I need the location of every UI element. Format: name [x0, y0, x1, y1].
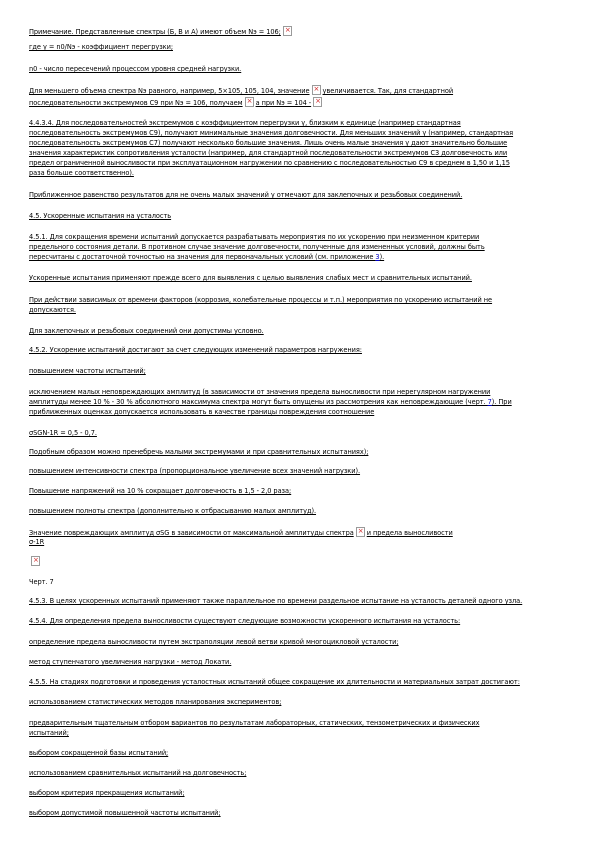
text-run: повышением частоты испытаний; [29, 367, 146, 375]
text-run: ). При [491, 398, 512, 406]
text-run: 4.5.1. Для сокращения времени испытаний допускается разрабатывать мероприятия по их ускорению при неизменном критерии [29, 233, 480, 241]
text-line [29, 128, 577, 138]
text-line [29, 211, 577, 221]
text-run: а при Nэ = 104 - [255, 99, 312, 107]
broken-image-icon [356, 527, 365, 537]
text-line [29, 85, 577, 96]
text-run: σSGN-1R = 0,5 - 0,7. [29, 429, 97, 437]
broken-image-icon [283, 26, 292, 36]
text-line [29, 190, 577, 200]
text-run: ). [379, 253, 385, 261]
text-line [29, 506, 577, 516]
text-line [29, 345, 577, 355]
text-run: Значение повреждающих амплитуд σSG в зависимости от максимальной амплитуды спектра [29, 529, 354, 537]
text-line [29, 697, 577, 707]
text-run: исключением малых неповреждающих амплитуд (в зависимости от значения предела выносливости при нерегулярном нагружении [29, 388, 491, 396]
text-line [29, 637, 577, 647]
text-run: Ускоренные испытания применяют прежде всего для выявления с целью выявления слабых мест и сравнительных испытаний. [29, 274, 472, 282]
text-run: Повышение напряжений на 10 % сокращает долговечность в 1,5 - 2,0 раза; [29, 487, 292, 495]
text-line [29, 295, 577, 305]
text-line [29, 252, 577, 262]
text-line [29, 577, 577, 587]
text-run: Примечание. Представленные спектры (Б, В и А) имеют объем Nэ = 106; [29, 28, 281, 36]
text-run: 4.5.5. На стадиях подготовки и проведения усталостных испытаний общее сокращение их длительности и материальных затрат достигают: [29, 678, 520, 686]
text-run: При действии зависимых от времени факторов (коррозия, колебательные процессы и т.п.) мероприятия по ускорению испытаний не [29, 296, 493, 304]
text-line [29, 748, 577, 758]
text-run: последовательности экстремумов С9 при Nэ = 106, получаем [29, 99, 243, 107]
text-run: 4.5.2. Ускорение испытаний достигают за счет следующих изменений параметров нагружения: [29, 346, 362, 354]
text-line [29, 242, 577, 252]
text-line [29, 42, 577, 52]
text-line [29, 158, 577, 168]
text-run: 4.5. Ускоренные испытания на усталость [29, 212, 172, 220]
text-run: n0 - число пересечений процессом уровня средней нагрузки. [29, 65, 242, 73]
text-line [29, 447, 577, 457]
text-run: Для заклепочных и резьбовых соединений они допустимы условно. [29, 327, 264, 335]
text-run: пересчитаны с достаточной точностью на значения для первоначальных условий (см. приложение [29, 253, 376, 261]
text-run: Приближенное равенство результатов для не очень малых значений γ отмечают для заклепочных и резьбовых соединений. [29, 191, 463, 199]
text-line [29, 387, 577, 397]
text-line [29, 596, 577, 606]
text-run: 4.4.3.4. Для последовательностей экстремумов с коэффициентом перегрузки γ, близким к единице (например стандартная [29, 119, 461, 127]
text-run: где γ = n0/Nэ - коэффициент перегрузки; [29, 43, 173, 51]
broken-image-icon [245, 97, 254, 107]
reference-link[interactable]: 7 [487, 398, 492, 406]
broken-image-icon [313, 97, 322, 107]
text-line [29, 118, 577, 128]
text-run: повышением интенсивности спектра (пропорциональное увеличение всех значений нагрузки). [29, 467, 361, 475]
text-run: σ-1R [29, 538, 45, 546]
text-line [29, 366, 577, 376]
text-run: выбором критерия прекращения испытаний; [29, 789, 185, 797]
text-run: 4.5.3. В целях ускоренных испытаний применяют также параллельное по времени раздельное испытание на усталость деталей одного узла. [29, 597, 523, 605]
text-run: 4.5.4. Для определения предела выносливости существуют следующие возможности ускоренного испытания на усталость: [29, 617, 461, 625]
text-run: последовательность экстремумов С7) получают несколько большие значения. Лишь очень малые значения γ дают значительно большие [29, 139, 508, 147]
text-run: значения характеристик сопротивления усталости (например, для стандартной последовательности экстремумов С3 долговечность или [29, 149, 508, 157]
text-line [29, 718, 577, 728]
text-run: определение предела выносливости путем экстраполяции левой ветви кривой многоцикловой усталости; [29, 638, 399, 646]
text-run: предельного состояния детали. В противном случае значение долговечности, полученные для измененных условий, должны быть [29, 243, 485, 251]
text-line [29, 305, 577, 315]
text-run: Подобным образом можно пренебречь малыми экстремумами и при сравнительных испытаниях); [29, 448, 369, 456]
text-line [29, 556, 577, 567]
text-run: повышением полноты спектра (дополнительно к отбрасыванию малых амплитуд). [29, 507, 317, 515]
text-line [29, 138, 577, 148]
text-run: метод ступенчатого увеличения нагрузки - метод Локати. [29, 658, 232, 666]
text-line [29, 397, 577, 407]
text-line [29, 808, 577, 818]
text-line [29, 428, 577, 438]
text-run: выбором сокращенной базы испытаний; [29, 749, 169, 757]
text-line [29, 326, 577, 336]
text-run: испытаний; [29, 729, 69, 737]
text-line [29, 232, 577, 242]
text-run: приближенных оценках допускается использовать в качестве границы повреждения соотношение [29, 408, 375, 416]
reference-link[interactable]: 3 [375, 253, 380, 261]
broken-image-icon [312, 85, 321, 95]
text-run: амплитуды менее 10 % - 30 % абсолютного максимума спектра могут быть опущены из рассмотрения как неповреждающие (черт. [29, 398, 488, 406]
text-run: последовательность экстремумов С9), получают минимальные значения долговечности. Для меньших значений γ (например, стандартная [29, 129, 514, 137]
text-run: использованием статистических методов планирования экспериментов; [29, 698, 282, 706]
text-line [29, 407, 577, 417]
text-line [29, 728, 577, 738]
text-line [29, 768, 577, 778]
text-run: раза больше соответственно). [29, 169, 134, 177]
text-run: Для меньшего объема спектра Nэ равного, например, 5×105, 105, 104, значение [29, 87, 310, 95]
text-run: и предела выносливости [366, 529, 453, 537]
text-run: выбором допустимой повышенной частоты испытаний; [29, 809, 221, 817]
text-line [29, 657, 577, 667]
text-line [29, 26, 577, 37]
text-line [29, 616, 577, 626]
text-line [29, 97, 577, 108]
text-run: предел ограниченной выносливости при эксплуатационном нагружении по сравнению с последовательностью С9 в среднем в 1,50 и 1,15 [29, 159, 510, 167]
text-line [29, 537, 577, 547]
text-line [29, 168, 577, 178]
text-line [29, 677, 577, 687]
text-line [29, 788, 577, 798]
text-run: допускаются. [29, 306, 76, 314]
text-line [29, 486, 577, 496]
text-run: использованием сравнительных испытаний на долговечность; [29, 769, 247, 777]
text-run: увеличивается. Так, для стандартной [322, 87, 454, 95]
text-line [29, 273, 577, 283]
text-run: предварительным тщательным отбором вариантов по результатам лабораторных, статических, тензометрических и физических [29, 719, 480, 727]
text-line [29, 466, 577, 476]
text-line [29, 148, 577, 158]
broken-image-icon [31, 556, 40, 566]
text-line [29, 64, 577, 74]
text-run: Черт. 7 [29, 578, 54, 586]
